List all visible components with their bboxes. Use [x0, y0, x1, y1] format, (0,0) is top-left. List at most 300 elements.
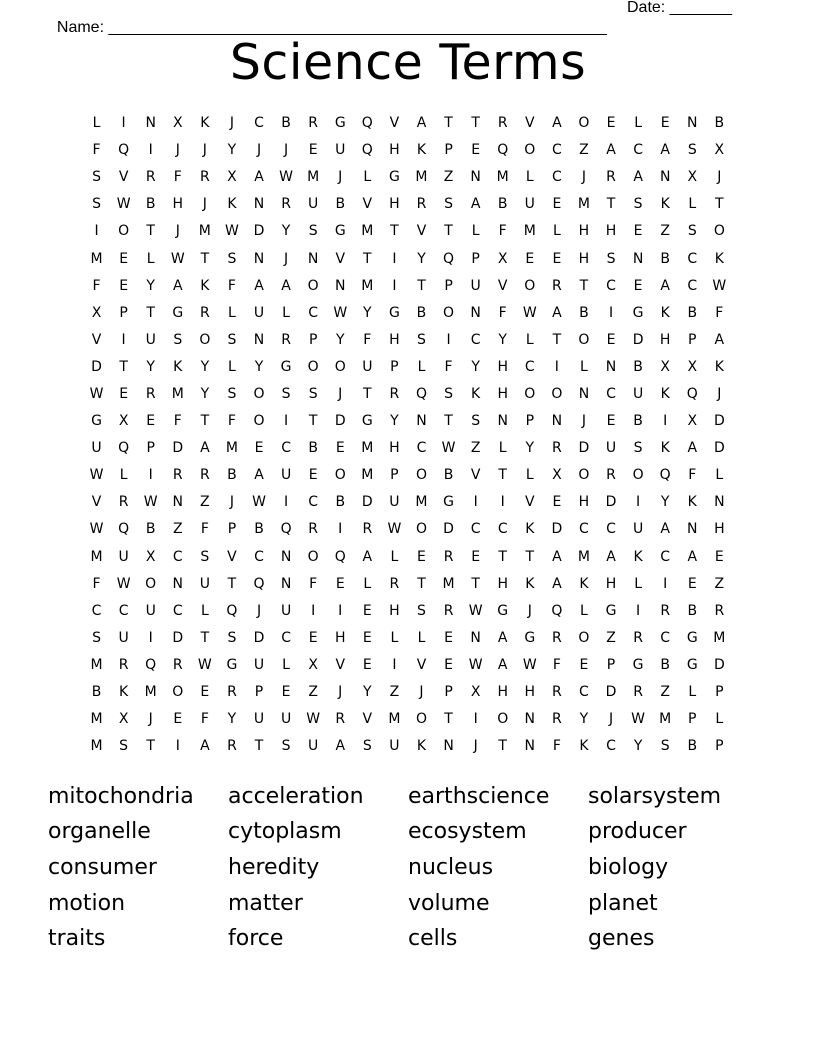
grid-letter[interactable]: M — [415, 494, 428, 511]
grid-letter[interactable]: F — [227, 413, 236, 430]
grid-letter[interactable]: Z — [470, 440, 481, 457]
grid-letter[interactable]: U — [470, 277, 481, 294]
grid-letter[interactable]: R — [552, 629, 562, 646]
grid-letter[interactable]: S — [92, 629, 101, 646]
grid-letter[interactable]: Y — [660, 494, 670, 511]
grid-letter[interactable]: D — [578, 440, 590, 457]
grid-letter[interactable]: O — [118, 223, 130, 240]
grid-letter[interactable]: L — [282, 656, 290, 673]
grid-letter[interactable]: M — [415, 169, 428, 186]
grid-letter[interactable]: Y — [363, 304, 372, 321]
grid-letter[interactable]: Z — [579, 142, 589, 159]
grid-letter[interactable]: Z — [660, 223, 670, 240]
grid-letter[interactable]: E — [606, 115, 616, 132]
grid-letter[interactable]: C — [281, 629, 291, 646]
grid-letter[interactable]: B — [633, 358, 643, 375]
grid-letter[interactable]: I — [175, 738, 180, 755]
grid-letter[interactable]: Y — [525, 440, 535, 457]
grid-letter[interactable]: D — [605, 684, 617, 701]
grid-letter[interactable]: I — [94, 223, 99, 240]
grid-letter[interactable]: J — [338, 169, 343, 186]
grid-letter[interactable]: R — [281, 331, 291, 348]
grid-letter[interactable]: U — [389, 494, 400, 511]
grid-letter[interactable]: M — [171, 385, 184, 402]
grid-letter[interactable]: R — [497, 115, 508, 132]
grid-letter[interactable]: L — [228, 304, 236, 321]
grid-letter[interactable]: O — [415, 521, 427, 538]
grid-letter[interactable]: C — [606, 738, 616, 755]
grid-letter[interactable]: J — [175, 142, 180, 159]
grid-letter[interactable]: K — [579, 738, 589, 755]
grid-letter[interactable]: I — [148, 629, 153, 646]
grid-letter[interactable]: O — [578, 115, 590, 132]
grid-letter[interactable]: I — [121, 115, 126, 132]
grid-letter[interactable]: N — [470, 629, 481, 646]
grid-letter[interactable]: V — [335, 250, 346, 267]
grid-letter[interactable]: O — [578, 467, 590, 484]
grid-letter[interactable]: O — [443, 304, 455, 321]
grid-letter[interactable]: R — [389, 575, 400, 592]
grid-letter[interactable]: X — [660, 358, 670, 375]
grid-letter[interactable]: L — [363, 169, 372, 186]
grid-letter[interactable]: G — [280, 358, 292, 375]
grid-letter[interactable]: U — [280, 711, 292, 728]
grid-letter[interactable]: F — [363, 331, 372, 348]
grid-letter[interactable]: C — [470, 521, 481, 538]
grid-letter[interactable]: P — [715, 684, 724, 701]
grid-letter[interactable]: Q — [334, 548, 346, 565]
grid-letter[interactable]: Q — [253, 575, 265, 592]
grid-letter[interactable]: P — [308, 331, 318, 348]
grid-letter[interactable]: J — [608, 711, 614, 728]
grid-letter[interactable]: S — [362, 738, 372, 755]
grid-letter[interactable]: B — [497, 196, 508, 213]
grid-letter[interactable]: H — [714, 521, 725, 538]
grid-letter[interactable]: V — [416, 223, 427, 240]
grid-letter[interactable]: F — [92, 277, 101, 294]
grid-letter[interactable]: M — [577, 196, 590, 213]
grid-letter[interactable]: Q — [118, 521, 130, 538]
grid-letter[interactable]: S — [444, 196, 453, 213]
grid-letter[interactable]: R — [416, 196, 427, 213]
grid-letter[interactable]: L — [119, 467, 128, 484]
grid-letter[interactable]: T — [715, 196, 724, 213]
grid-letter[interactable]: K — [200, 115, 210, 132]
grid-letter[interactable]: B — [254, 521, 264, 538]
grid-letter[interactable]: M — [361, 277, 374, 294]
grid-letter[interactable]: W — [468, 656, 483, 673]
grid-letter[interactable]: B — [281, 115, 291, 132]
grid-letter[interactable]: N — [280, 548, 292, 565]
grid-letter[interactable]: W — [89, 467, 104, 484]
grid-letter[interactable]: S — [92, 196, 101, 213]
grid-letter[interactable]: I — [446, 331, 451, 348]
grid-letter[interactable]: P — [444, 684, 453, 701]
grid-letter[interactable]: O — [497, 711, 509, 728]
grid-letter[interactable]: O — [551, 385, 563, 402]
grid-letter[interactable]: L — [363, 575, 372, 592]
grid-letter[interactable]: B — [145, 196, 156, 213]
grid-letter[interactable]: C — [579, 521, 589, 538]
grid-letter[interactable]: G — [605, 602, 617, 619]
grid-letter[interactable]: S — [281, 385, 291, 402]
grid-letter[interactable]: H — [497, 684, 508, 701]
grid-letter[interactable]: A — [254, 467, 264, 484]
grid-letter[interactable]: E — [417, 548, 426, 565]
grid-letter[interactable]: B — [687, 602, 698, 619]
grid-letter[interactable]: F — [444, 358, 453, 375]
grid-letter[interactable]: M — [659, 711, 672, 728]
grid-letter[interactable]: R — [145, 169, 156, 186]
grid-letter[interactable]: N — [659, 169, 671, 186]
grid-letter[interactable]: N — [578, 385, 590, 402]
grid-letter[interactable]: P — [688, 711, 697, 728]
grid-letter[interactable]: Y — [227, 142, 237, 159]
grid-letter[interactable]: D — [91, 358, 102, 375]
grid-letter[interactable]: M — [90, 711, 103, 728]
grid-letter[interactable]: G — [226, 656, 238, 673]
grid-letter[interactable]: Q — [659, 467, 671, 484]
grid-letter[interactable]: E — [308, 467, 318, 484]
grid-letter[interactable]: J — [284, 250, 289, 267]
grid-letter[interactable]: H — [578, 494, 590, 511]
grid-letter[interactable]: N — [470, 169, 481, 186]
grid-letter[interactable]: P — [119, 304, 128, 321]
grid-letter[interactable]: U — [389, 738, 400, 755]
grid-letter[interactable]: S — [308, 385, 318, 402]
grid-letter[interactable]: L — [634, 115, 642, 132]
grid-letter[interactable]: U — [362, 358, 373, 375]
grid-letter[interactable]: B — [443, 467, 454, 484]
grid-letter[interactable]: J — [717, 169, 722, 186]
grid-letter[interactable]: Y — [417, 250, 426, 267]
grid-letter[interactable]: P — [146, 440, 155, 457]
grid-letter[interactable]: R — [552, 711, 562, 728]
grid-letter[interactable]: R — [308, 521, 319, 538]
grid-letter[interactable]: P — [444, 277, 453, 294]
grid-letter[interactable]: H — [659, 331, 671, 348]
grid-letter[interactable]: N — [307, 250, 319, 267]
grid-letter[interactable]: F — [498, 223, 507, 240]
grid-letter[interactable]: Y — [335, 331, 345, 348]
grid-letter[interactable]: S — [119, 738, 129, 755]
grid-letter[interactable]: W — [468, 602, 483, 619]
grid-letter[interactable]: E — [146, 413, 156, 430]
grid-letter[interactable]: T — [363, 250, 372, 267]
grid-letter[interactable]: C — [687, 250, 698, 267]
grid-letter[interactable]: L — [417, 629, 426, 646]
grid-letter[interactable]: J — [419, 684, 424, 701]
grid-letter[interactable]: Y — [200, 358, 210, 375]
grid-letter[interactable]: Y — [200, 385, 210, 402]
grid-letter[interactable]: E — [254, 440, 264, 457]
grid-letter[interactable]: L — [228, 358, 236, 375]
grid-letter[interactable]: N — [497, 413, 508, 430]
grid-letter[interactable]: R — [443, 548, 454, 565]
grid-letter[interactable]: R — [227, 684, 237, 701]
grid-letter[interactable]: W — [631, 711, 646, 728]
grid-letter[interactable]: L — [688, 196, 697, 213]
grid-letter[interactable]: W — [225, 223, 239, 240]
grid-letter[interactable]: E — [714, 548, 724, 565]
grid-letter[interactable]: H — [389, 602, 400, 619]
grid-letter[interactable]: B — [660, 656, 670, 673]
grid-letter[interactable]: B — [714, 115, 725, 132]
grid-letter[interactable]: M — [144, 684, 157, 701]
grid-letter[interactable]: N — [253, 196, 265, 213]
grid-letter[interactable]: D — [172, 440, 184, 457]
grid-letter[interactable]: A — [200, 440, 210, 457]
grid-letter[interactable]: E — [362, 602, 372, 619]
grid-letter[interactable]: Z — [200, 494, 210, 511]
grid-letter[interactable]: G — [443, 494, 454, 511]
name-field[interactable]: Name: ________________________________________________________ — [56, 19, 607, 36]
grid-letter[interactable]: U — [308, 738, 319, 755]
grid-letter[interactable]: S — [308, 223, 318, 240]
grid-letter[interactable]: R — [172, 467, 183, 484]
grid-letter[interactable]: A — [552, 304, 562, 321]
grid-letter[interactable]: D — [172, 629, 184, 646]
grid-letter[interactable]: H — [605, 575, 617, 592]
grid-letter[interactable]: Q — [226, 602, 238, 619]
grid-letter[interactable]: T — [200, 413, 210, 430]
grid-letter[interactable]: S — [633, 196, 643, 213]
grid-letter[interactable]: D — [713, 440, 725, 457]
grid-letter[interactable]: A — [660, 142, 670, 159]
grid-letter[interactable]: W — [522, 656, 537, 673]
grid-letter[interactable]: J — [338, 385, 343, 402]
grid-letter[interactable]: S — [444, 385, 453, 402]
grid-letter[interactable]: T — [390, 223, 399, 240]
grid-letter[interactable]: T — [200, 250, 210, 267]
grid-letter[interactable]: E — [200, 684, 210, 701]
grid-letter[interactable]: L — [580, 358, 588, 375]
grid-letter[interactable]: T — [552, 331, 562, 348]
grid-letter[interactable]: F — [227, 277, 236, 294]
grid-letter[interactable]: C — [687, 277, 698, 294]
grid-letter[interactable]: Z — [172, 521, 183, 538]
grid-letter[interactable]: W — [116, 196, 131, 213]
grid-letter[interactable]: K — [714, 250, 724, 267]
grid-letter[interactable]: X — [145, 548, 156, 565]
grid-letter[interactable]: E — [119, 385, 129, 402]
grid-letter[interactable]: R — [118, 656, 129, 673]
grid-letter[interactable]: O — [713, 223, 725, 240]
grid-letter[interactable]: S — [633, 440, 643, 457]
grid-letter[interactable]: A — [606, 142, 616, 159]
grid-letter[interactable]: K — [660, 196, 670, 213]
grid-letter[interactable]: W — [333, 304, 348, 321]
grid-letter[interactable]: J — [256, 602, 262, 619]
grid-letter[interactable]: G — [686, 629, 698, 646]
grid-letter[interactable]: R — [389, 385, 400, 402]
grid-letter[interactable]: H — [172, 196, 184, 213]
grid-letter[interactable]: W — [143, 494, 158, 511]
grid-letter[interactable]: O — [253, 413, 265, 430]
grid-letter[interactable]: Q — [686, 385, 698, 402]
grid-letter[interactable]: F — [498, 304, 507, 321]
grid-letter[interactable]: P — [444, 142, 453, 159]
grid-letter[interactable]: Q — [280, 521, 292, 538]
grid-letter[interactable]: L — [552, 223, 561, 240]
grid-letter[interactable]: B — [227, 467, 237, 484]
grid-letter[interactable]: K — [416, 738, 427, 755]
grid-letter[interactable]: A — [172, 277, 183, 294]
grid-letter[interactable]: L — [471, 223, 480, 240]
grid-letter[interactable]: A — [470, 196, 481, 213]
grid-letter[interactable]: Y — [390, 413, 399, 430]
grid-letter[interactable]: F — [92, 575, 101, 592]
grid-letter[interactable]: S — [92, 169, 101, 186]
grid-letter[interactable]: M — [361, 440, 374, 457]
grid-letter[interactable]: C — [172, 602, 183, 619]
grid-letter[interactable]: K — [525, 521, 535, 538]
grid-letter[interactable]: B — [416, 304, 427, 321]
grid-letter[interactable]: H — [334, 629, 346, 646]
grid-letter[interactable]: Q — [415, 385, 427, 402]
grid-letter[interactable]: T — [146, 738, 155, 755]
grid-letter[interactable]: Y — [633, 738, 643, 755]
grid-letter[interactable]: L — [200, 602, 209, 619]
grid-letter[interactable]: D — [253, 629, 265, 646]
grid-letter[interactable]: E — [525, 250, 535, 267]
grid-letter[interactable]: D — [443, 521, 454, 538]
grid-letter[interactable]: U — [253, 711, 265, 728]
grid-letter[interactable]: H — [497, 575, 508, 592]
grid-letter[interactable]: E — [362, 656, 372, 673]
grid-letter[interactable]: W — [116, 575, 131, 592]
grid-letter[interactable]: J — [284, 142, 289, 159]
grid-letter[interactable]: U — [199, 575, 210, 592]
grid-letter[interactable]: P — [525, 413, 535, 430]
grid-letter[interactable]: N — [687, 521, 698, 538]
grid-letter[interactable]: M — [523, 223, 536, 240]
grid-letter[interactable]: T — [363, 385, 372, 402]
grid-letter[interactable]: S — [417, 602, 426, 619]
grid-letter[interactable]: U — [605, 440, 617, 457]
grid-letter[interactable]: S — [660, 738, 670, 755]
grid-letter[interactable]: O — [253, 385, 265, 402]
grid-letter[interactable]: N — [687, 115, 698, 132]
grid-letter[interactable]: C — [633, 142, 643, 159]
grid-letter[interactable]: C — [416, 440, 427, 457]
grid-letter[interactable]: Y — [281, 223, 291, 240]
grid-letter[interactable]: D — [361, 494, 373, 511]
grid-letter[interactable]: R — [362, 521, 373, 538]
grid-letter[interactable]: A — [660, 277, 670, 294]
grid-letter[interactable]: X — [118, 711, 129, 728]
grid-letter[interactable]: H — [389, 331, 400, 348]
grid-letter[interactable]: I — [663, 413, 668, 430]
grid-letter[interactable]: A — [552, 115, 562, 132]
grid-letter[interactable]: I — [148, 142, 153, 159]
grid-letter[interactable]: U — [145, 602, 156, 619]
grid-letter[interactable]: D — [713, 656, 725, 673]
grid-letter[interactable]: E — [119, 277, 129, 294]
grid-letter[interactable]: G — [361, 413, 373, 430]
grid-letter[interactable]: A — [497, 656, 508, 673]
grid-letter[interactable]: C — [524, 358, 535, 375]
grid-letter[interactable]: Y — [498, 331, 507, 348]
grid-letter[interactable]: O — [524, 385, 536, 402]
grid-letter[interactable]: T — [146, 223, 155, 240]
grid-letter[interactable]: H — [497, 385, 508, 402]
grid-letter[interactable]: Q — [497, 142, 509, 159]
grid-letter[interactable]: U — [524, 196, 535, 213]
grid-letter[interactable]: J — [581, 169, 587, 186]
grid-letter[interactable]: R — [606, 467, 616, 484]
grid-letter[interactable]: F — [715, 304, 724, 321]
grid-letter[interactable]: U — [145, 331, 156, 348]
grid-letter[interactable]: G — [524, 629, 536, 646]
grid-letter[interactable]: N — [253, 250, 265, 267]
grid-letter[interactable]: W — [252, 494, 266, 511]
grid-letter[interactable]: K — [525, 575, 535, 592]
grid-letter[interactable]: T — [417, 575, 426, 592]
grid-letter[interactable]: D — [551, 521, 563, 538]
grid-letter[interactable]: X — [687, 413, 698, 430]
grid-letter[interactable]: T — [444, 711, 453, 728]
grid-letter[interactable]: A — [362, 548, 373, 565]
grid-letter[interactable]: J — [175, 223, 180, 240]
grid-letter[interactable]: R — [552, 684, 562, 701]
grid-letter[interactable]: T — [444, 115, 453, 132]
grid-letter[interactable]: N — [172, 494, 184, 511]
grid-letter[interactable]: S — [227, 629, 237, 646]
grid-letter[interactable]: P — [606, 656, 616, 673]
grid-letter[interactable]: X — [714, 142, 725, 159]
grid-letter[interactable]: N — [280, 575, 292, 592]
grid-letter[interactable]: C — [254, 115, 264, 132]
grid-letter[interactable]: L — [282, 304, 290, 321]
grid-letter[interactable]: K — [714, 358, 724, 375]
grid-letter[interactable]: A — [687, 548, 698, 565]
grid-letter[interactable]: Y — [363, 684, 372, 701]
grid-letter[interactable]: B — [145, 521, 156, 538]
grid-letter[interactable]: M — [361, 467, 374, 484]
grid-letter[interactable]: T — [606, 196, 616, 213]
grid-letter[interactable]: Y — [146, 358, 155, 375]
grid-letter[interactable]: C — [606, 277, 616, 294]
grid-letter[interactable]: K — [200, 277, 210, 294]
grid-letter[interactable]: E — [552, 494, 562, 511]
grid-letter[interactable]: F — [309, 575, 318, 592]
grid-letter[interactable]: A — [281, 277, 291, 294]
grid-letter[interactable]: E — [471, 548, 481, 565]
grid-letter[interactable]: T — [200, 629, 210, 646]
grid-letter[interactable]: P — [227, 521, 237, 538]
grid-letter[interactable]: J — [256, 142, 262, 159]
grid-letter[interactable]: Y — [471, 358, 480, 375]
grid-letter[interactable]: R — [227, 738, 237, 755]
grid-letter[interactable]: O — [632, 467, 644, 484]
grid-letter[interactable]: L — [390, 548, 399, 565]
grid-letter[interactable]: K — [227, 196, 237, 213]
grid-letter[interactable]: C — [254, 548, 264, 565]
grid-letter[interactable]: Z — [660, 684, 670, 701]
grid-letter[interactable]: N — [416, 413, 427, 430]
grid-letter[interactable]: L — [715, 711, 724, 728]
grid-letter[interactable]: X — [687, 169, 698, 186]
grid-letter[interactable]: R — [172, 656, 183, 673]
grid-letter[interactable]: E — [552, 250, 562, 267]
grid-letter[interactable]: R — [199, 304, 210, 321]
grid-letter[interactable]: T — [146, 304, 155, 321]
grid-letter[interactable]: F — [552, 656, 561, 673]
grid-letter[interactable]: A — [633, 169, 643, 186]
grid-letter[interactable]: C — [660, 548, 671, 565]
grid-letter[interactable]: U — [308, 196, 319, 213]
